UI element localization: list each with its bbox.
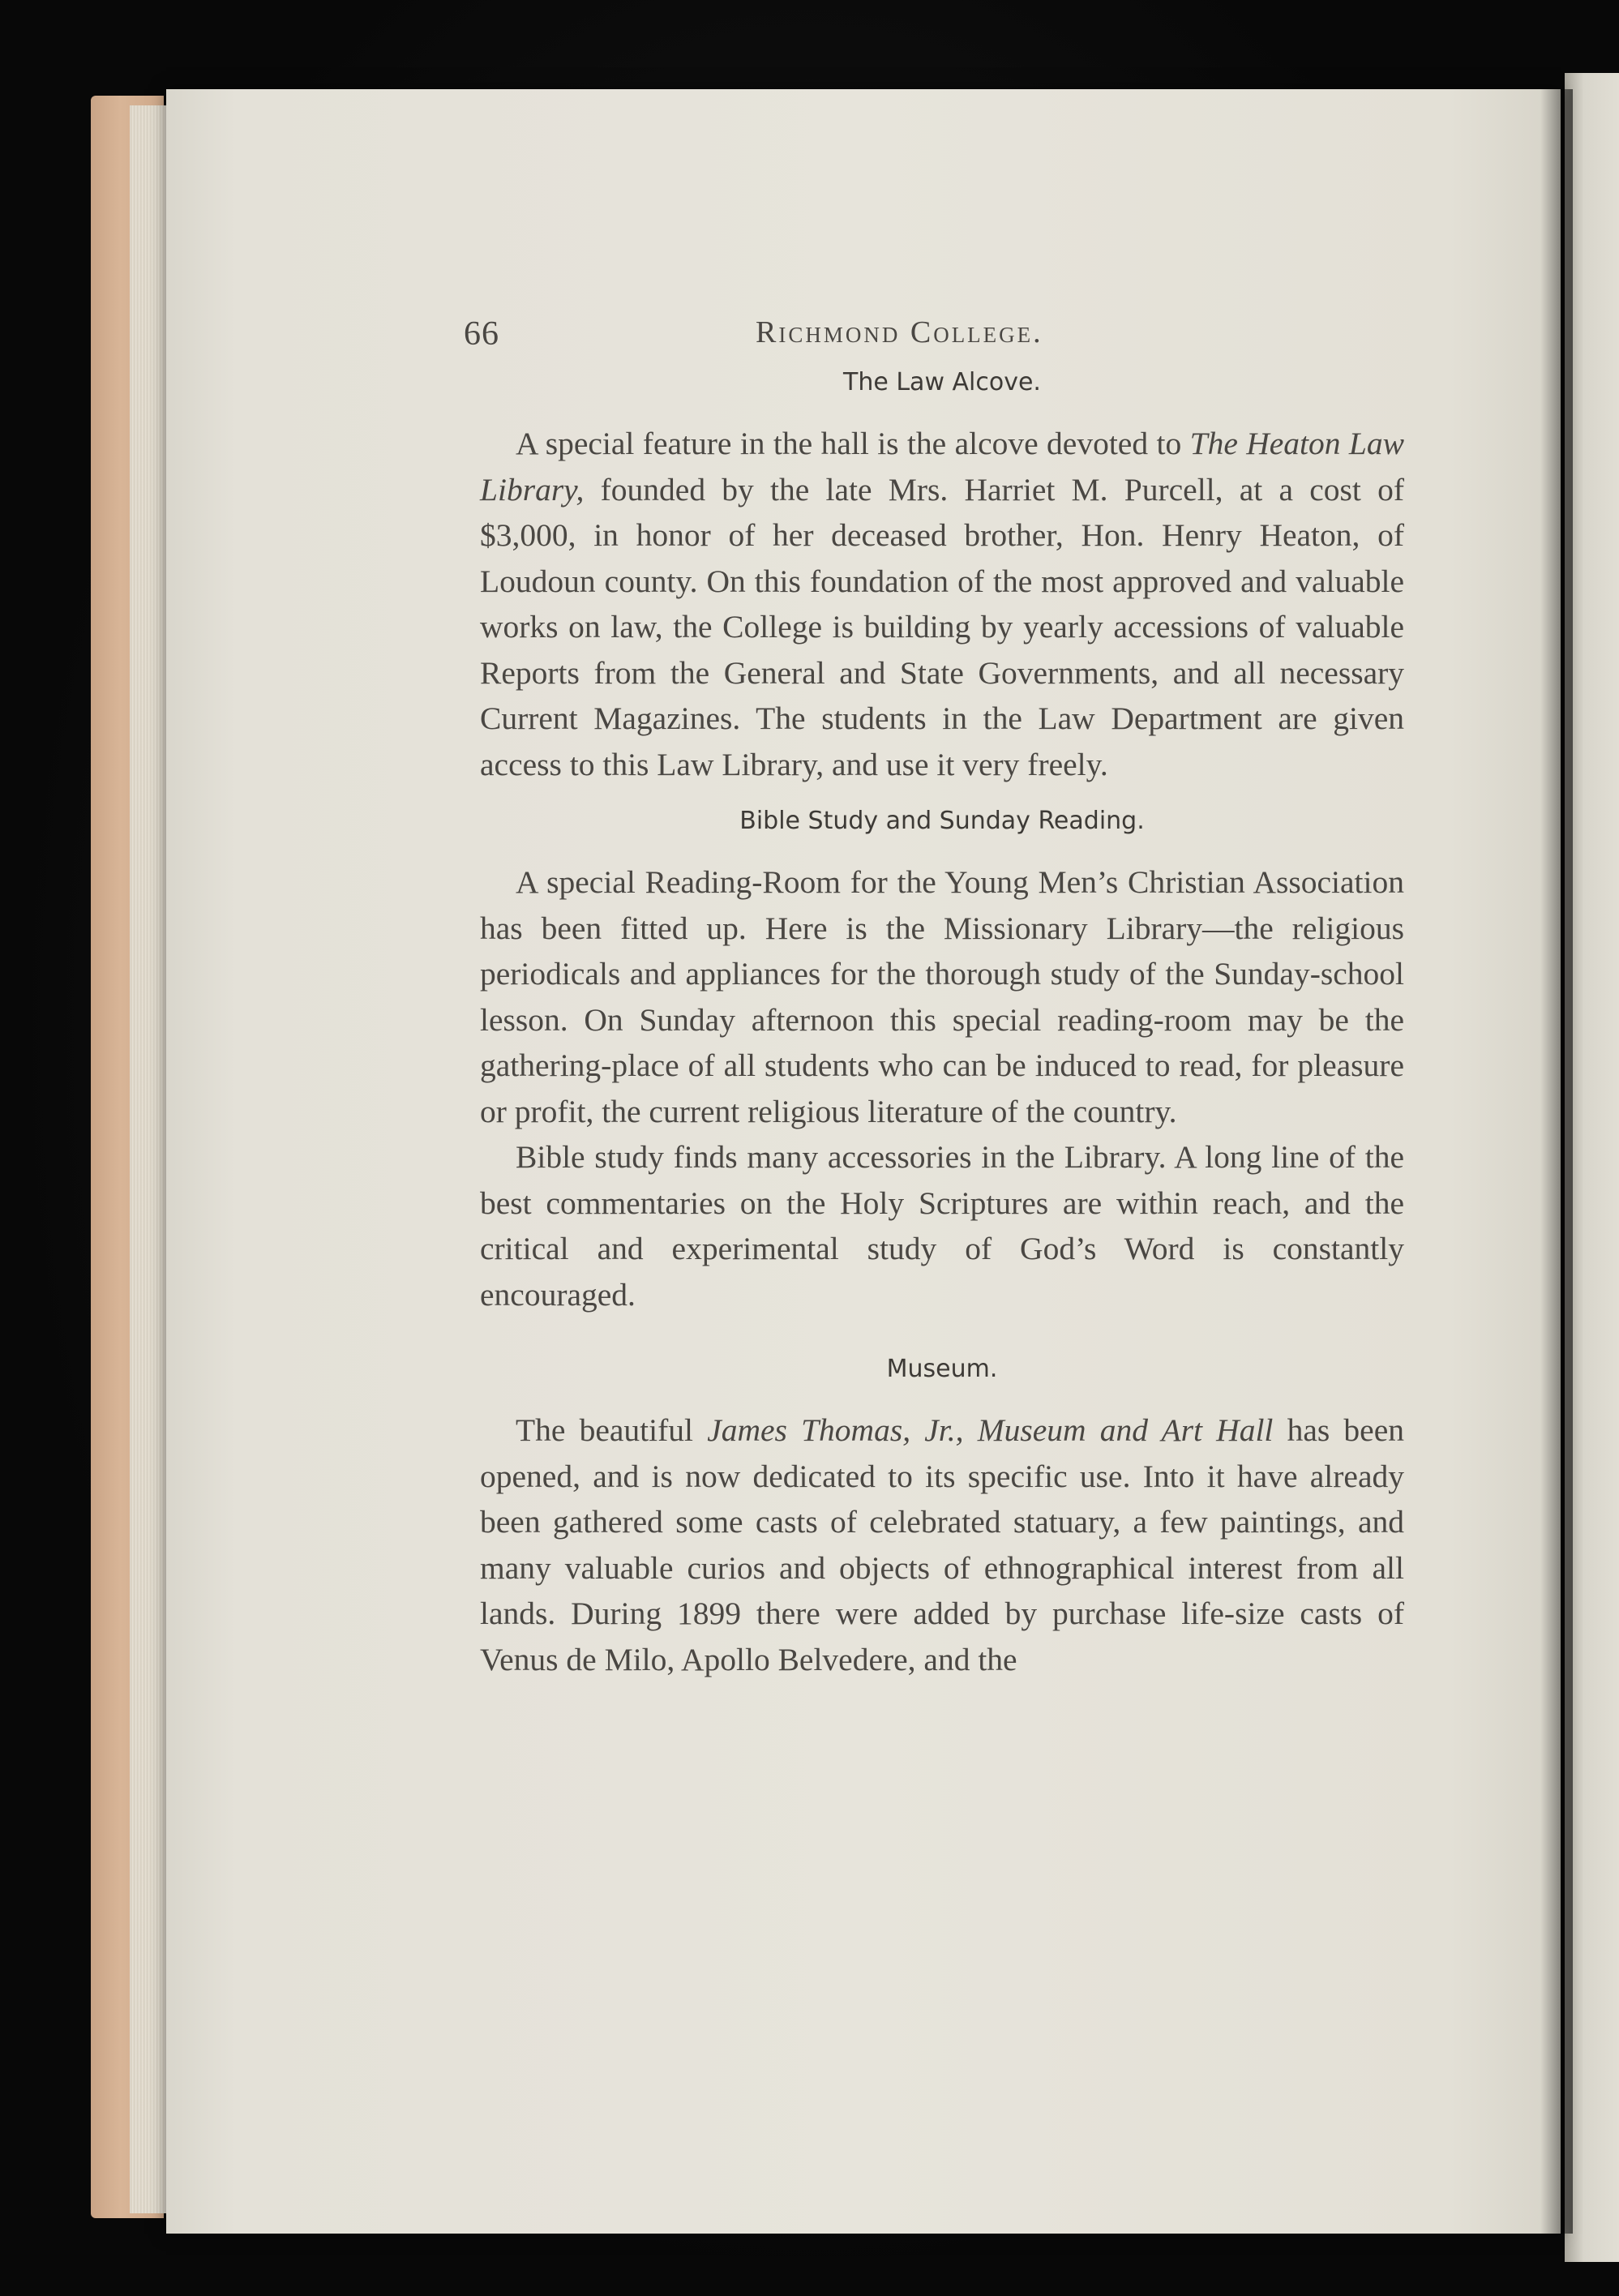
section-museum bbox=[480, 1355, 1404, 1682]
paragraph bbox=[480, 1134, 1404, 1317]
text-run: The beautiful bbox=[516, 1412, 708, 1448]
facing-page-edge bbox=[1565, 73, 1619, 2262]
running-head bbox=[464, 308, 1404, 365]
page-gutter-shadow bbox=[1540, 89, 1573, 2234]
text-run: Bible study finds many accessories in the Library. A long line of the best commentaries on the Holy Scriptures are within reach, and the critical and experimental study of God’s Word is constantly encouraged. bbox=[480, 1139, 1404, 1313]
paragraph bbox=[480, 1407, 1404, 1682]
section-law-alcove bbox=[480, 368, 1404, 787]
page-content bbox=[464, 308, 1404, 1682]
paragraph bbox=[480, 421, 1404, 787]
section-title: Museum. bbox=[886, 1355, 998, 1383]
section-title: The Law Alcove. bbox=[843, 368, 1041, 396]
page-number: 66 bbox=[464, 315, 499, 353]
running-header-title: Richmond College. bbox=[756, 315, 1043, 349]
italic-run: The Heaton Law Library, bbox=[480, 426, 1404, 508]
paragraph bbox=[480, 859, 1404, 1134]
text-run: A special feature in the hall is the alcove devoted to bbox=[516, 426, 1190, 461]
section-bible-study bbox=[480, 807, 1404, 1317]
section-title: Bible Study and Sunday Reading. bbox=[739, 807, 1145, 835]
italic-run: James Thomas, Jr., Museum and Art Hall bbox=[707, 1412, 1274, 1448]
text-run: has been opened, and is now dedicated to its specific use. Into it have already been gathered some casts of celebrated statuary, a few paintings, and many valuable curios and objects of ethnographical interest from all lands. During 1899 there were added by purchase life-size casts of Venus de Milo, Apollo Belvedere, and the bbox=[480, 1412, 1404, 1677]
text-run: founded by the late Mrs. Harriet M. Purcell, at a cost of $3,000, in honor of her deceased brother, Hon. Henry Heaton, of Loudoun county. On this foundation of the most approved and valuable works on law, the College is building by yearly accessions of valuable Reports from the General and State Governments, and all necessary Current Magazines. The students in the Law Department are given access to this Law Library, and use it very freely. bbox=[480, 471, 1404, 782]
text-run: A special Reading-Room for the Young Men’s Christian Association has been fitted up. Here is the Missionary Library—the religious periodicals and appliances for the thorough study of the Sunday-school lesson. On Sunday afternoon this special reading-room may be the gathering-place of all students who can be induced to read, for pleasure or profit, the current religious literature of the country. bbox=[480, 864, 1404, 1129]
